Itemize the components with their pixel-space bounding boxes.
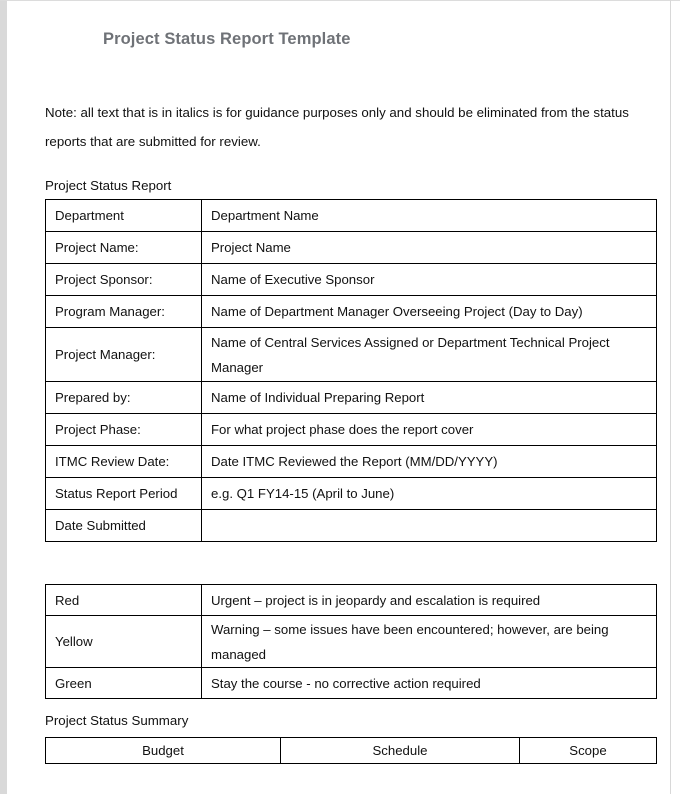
section-heading-project-status-report: Project Status Report bbox=[45, 178, 172, 193]
row-value[interactable]: Name of Executive Sponsor bbox=[202, 264, 657, 296]
row-value[interactable] bbox=[202, 510, 657, 542]
page-left-margin-edge bbox=[0, 0, 7, 794]
row-value[interactable]: e.g. Q1 FY14-15 (April to June) bbox=[202, 478, 657, 510]
row-label: Project Name: bbox=[46, 232, 202, 264]
table-row bbox=[46, 328, 657, 382]
row-value[interactable]: Project Name bbox=[202, 232, 657, 264]
status-color-label: Red bbox=[46, 585, 202, 616]
row-value[interactable]: Name of Central Services Assigned or Department Technical Project Manager bbox=[202, 328, 657, 382]
section-heading-project-status-summary: Project Status Summary bbox=[45, 713, 189, 728]
summary-column-schedule: Schedule bbox=[281, 738, 520, 764]
table-row bbox=[46, 478, 657, 510]
row-label: Date Submitted bbox=[46, 510, 202, 542]
table-row bbox=[46, 585, 657, 616]
row-value[interactable]: Name of Individual Preparing Report bbox=[202, 382, 657, 414]
row-value[interactable]: Department Name bbox=[202, 200, 657, 232]
row-label: Project Manager: bbox=[46, 328, 202, 382]
row-label: Status Report Period bbox=[46, 478, 202, 510]
row-value[interactable]: For what project phase does the report cover bbox=[202, 414, 657, 446]
row-label: ITMC Review Date: bbox=[46, 446, 202, 478]
status-color-legend-table bbox=[45, 584, 657, 699]
row-label: Program Manager: bbox=[46, 296, 202, 328]
table-row bbox=[46, 446, 657, 478]
table-row bbox=[46, 382, 657, 414]
row-label: Project Phase: bbox=[46, 414, 202, 446]
page-right-edge bbox=[670, 0, 671, 794]
status-color-description: Stay the course - no corrective action required bbox=[202, 668, 657, 699]
project-status-summary-table bbox=[45, 737, 657, 764]
row-label: Prepared by: bbox=[46, 382, 202, 414]
table-row bbox=[46, 200, 657, 232]
table-row bbox=[46, 232, 657, 264]
status-color-description: Urgent – project is in jeopardy and escalation is required bbox=[202, 585, 657, 616]
document-sheet bbox=[8, 1, 670, 793]
table-row bbox=[46, 616, 657, 668]
table-row bbox=[46, 264, 657, 296]
table-row bbox=[46, 296, 657, 328]
row-value[interactable]: Name of Department Manager Overseeing Project (Day to Day) bbox=[202, 296, 657, 328]
status-color-label: Yellow bbox=[46, 616, 202, 668]
status-color-label: Green bbox=[46, 668, 202, 699]
table-row bbox=[46, 510, 657, 542]
summary-column-scope: Scope bbox=[520, 738, 657, 764]
summary-column-budget: Budget bbox=[46, 738, 281, 764]
page-title: Project Status Report Template bbox=[103, 30, 351, 48]
project-status-report-table bbox=[45, 199, 657, 542]
status-color-description: Warning – some issues have been encountered; however, are being managed bbox=[202, 616, 657, 668]
guidance-note: Note: all text that is in italics is for guidance purposes only and should be eliminated from the status reports that are submitted for review. bbox=[45, 105, 629, 149]
table-row bbox=[46, 414, 657, 446]
table-row bbox=[46, 668, 657, 699]
row-label: Department bbox=[46, 200, 202, 232]
row-label: Project Sponsor: bbox=[46, 264, 202, 296]
table-row bbox=[46, 738, 657, 764]
row-value[interactable]: Date ITMC Reviewed the Report (MM/DD/YYYY) bbox=[202, 446, 657, 478]
